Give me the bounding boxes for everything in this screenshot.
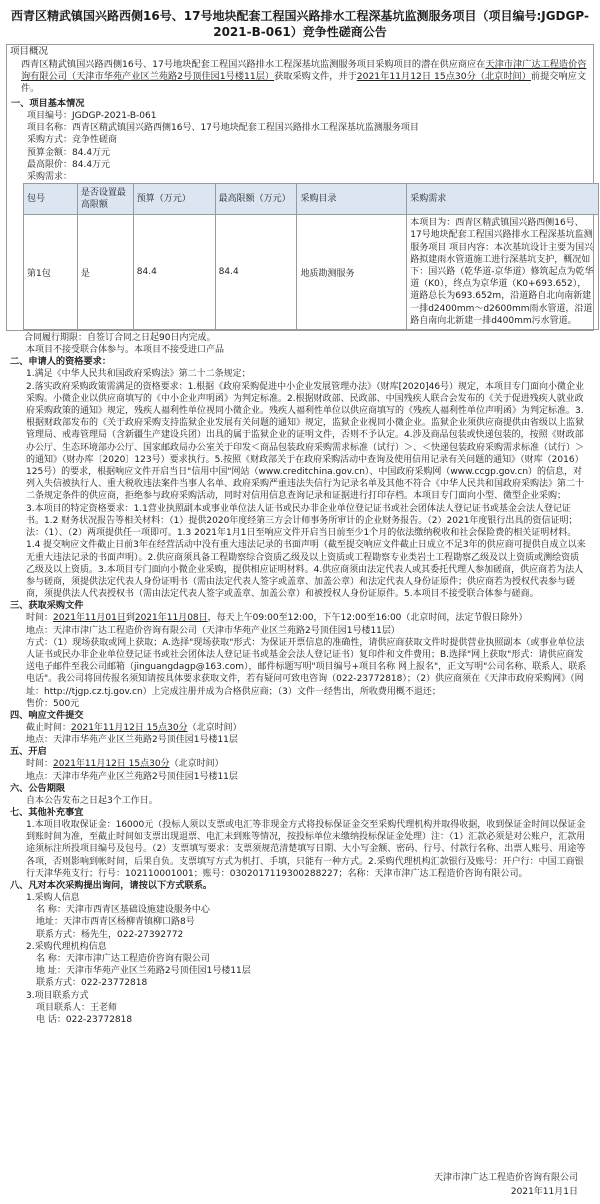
overview-header: 项目概况 bbox=[10, 46, 49, 57]
section5-heading: 五、开启 bbox=[10, 746, 47, 758]
col-requirement: 采购需求 bbox=[407, 184, 599, 215]
requirements-label: 采购需求： bbox=[27, 172, 73, 183]
cell-requirement: 本项目为：西青区精武镇国兴路西侧16号、17号地块配套工程国兴路排水工程深基坑监测服务项目 项目内容：本次基坑设计主要为国兴路拟建雨水管道施工进行深基坑支护，概况如下：国兴路（乾华道-京华道）修筑起点为乾华道（K0），终点为京华道（K0+693.652），道路总长为693.652m，沿道路自北向南新建一排d2400mm～d2600mm雨水管道，沿道路自南向北新建一排d400mm污水管道。 bbox=[407, 215, 599, 330]
page-title: 西青区精武镇国兴路西侧16号、17号地块配套工程国兴路排水工程深基坑监测服务项目（项目编号:JGDGP-2021-B-061）竞争性磋商公告 bbox=[11, 9, 589, 39]
opening-time-label: 时间： bbox=[26, 759, 54, 770]
opening-time-value: 2021年11月12日 15点30分 bbox=[53, 759, 170, 770]
qualification-3: 3.本项目的特定资格要求：1.1营业执照副本或事业单位法人证书或民办非企业单位登记证书或社会团体法人登记证书或基金会法人登记证书。1.2 财务状况报告等相关材料：（1）提供2020年度经第三方会计师事务所审计的企业财务报告。（2）2021年度银行出具的资信证明；法：（1）、（2）两项提供任一项即可。1.3 2021年1月1日至响应文件开启当日前至少1个月的依法缴纳税收和社会保险费的相关证明材料。1.4 提交响应文件截止日前3年在经营活动中没有重大违法记录的书面声明（截至提交响应文件截止日成立不足3年的供应商可提供自成立以来无重大违法记录的书面声明）。2.供应商须具备工程勘察综合资质乙级及以上资质或工程勘察专业类岩土工程勘察乙级及以上资质或测绘资质乙级及以上资质。3.本项目专门面向小微企业采购，提供相应证明材料。4.供应商须由法定代表人或其委托代理人参加磋商，供应商若为法人参与磋商，须提供法定代表人身份证明书（需由法定代表人签字或盖章、加盖公章）和法定代表人身份证原件；供应商若为授权代表参与磋商，须提供法人代表授权书（需由法定代表人签字或盖章、加盖公章）和被授权人身份证原件。5.本项目不接受联合体参与磋商。 bbox=[26, 503, 586, 600]
obtain-price: 售价：500元 bbox=[26, 698, 80, 709]
obtain-time-to: 到 bbox=[125, 613, 135, 624]
project-contact-heading: 3.项目联系方式 bbox=[26, 990, 89, 1001]
obtain-time-rest: ，每天上午09:00至12:00，下午12:00至16:00（北京时间，法定节假日除外） bbox=[207, 613, 528, 624]
col-limit-set: 是否设置最高限额 bbox=[77, 184, 133, 215]
buyer-address: 地址：天津市西青区杨柳青镇柳口路8号 bbox=[36, 917, 195, 928]
obtain-method: 方式：（1）现场获取或网上获取；A.选择"现场获取"形式：为保证开票信息的准确性，请供应商获取文件时提供营业执照副本（或事业单位法人证书或民办非企业单位登记证书或社会团体法人登记证书或基金会法人登记证书）复印件和文件费用；B.选择"网上获取"形式：请供应商发送电子邮件至我公司邮箱（jinguangdagp@163.com），邮件标题写明"项目编号+项目名称 网上报名"，正文写明"公司名称、联系人、联系电话"。我公司将回传报名须知请按具体要求获取文件，若有疑问可致电咨询（022-23772818）；（2）供应商须在《天津市政府采购网》（网址：http://tjgp.cz.tj.gov.cn）上完成注册并成为合格供应商；（3）文件一经售出，所收费用概不退还； bbox=[26, 637, 587, 697]
consortium-note: 本项目不接受联合体参与。本项目不接受进口产品 bbox=[26, 345, 225, 356]
obtain-place: 地点：天津市津广达工程造价咨询有限公司（天津市华苑产业区兰苑路2号顶佳园1号楼11层） bbox=[26, 625, 400, 636]
project-contact-name: 项目联系人：王老师 bbox=[36, 1002, 118, 1013]
contract-period: 合同履行期限：自签订合同之日起90日内完成。 bbox=[24, 333, 216, 344]
cell-budget: 84.4 bbox=[133, 215, 215, 330]
table-row bbox=[24, 215, 599, 330]
max-price: 最高限价：84.4万元 bbox=[27, 159, 111, 170]
cell-limit-set: 是 bbox=[77, 215, 133, 330]
buyer-info-heading: 1.采购人信息 bbox=[26, 892, 80, 903]
cell-max-limit: 84.4 bbox=[215, 215, 297, 330]
section3-heading: 三、获取采购文件 bbox=[10, 600, 84, 612]
obtain-time-label: 时间： bbox=[26, 613, 54, 624]
overview-text-c: 前提交响应文件。 bbox=[21, 71, 587, 94]
buyer-contact: 联系方式：杨先生，022-27392772 bbox=[36, 929, 184, 940]
opening-place: 地点：天津市华苑产业区兰苑路2号顶佳园1号楼11层 bbox=[26, 771, 238, 782]
agent-address: 地 址：天津市华苑产业区兰苑路2号顶佳园1号楼11层 bbox=[36, 966, 251, 977]
agent-name: 名 称：天津市津广达工程造价咨询有限公司 bbox=[36, 953, 210, 964]
notice-period: 自本公告发布之日起3个工作日。 bbox=[26, 795, 158, 806]
project-name: 项目名称：西青区精武镇国兴路西侧16号、17号地块配套工程国兴路排水工程深基坑监测服务项目 bbox=[27, 123, 419, 134]
section2-heading: 二、申请人的资格要求： bbox=[10, 356, 112, 368]
table-header-row bbox=[24, 184, 599, 215]
overview-text-a: 西青区精武镇国兴路西侧16号、17号地块配套工程国兴路排水工程深基坑监测服务项目采购项目的潜在供应商应在 bbox=[21, 59, 486, 70]
agent-contact: 联系方式：022-23772818 bbox=[36, 978, 148, 989]
section8-heading: 八、凡对本次采购提出询问，请按以下方式联系。 bbox=[10, 879, 213, 891]
obtain-time bbox=[6, 612, 594, 624]
submit-place: 地点：天津市华苑产业区兰苑路2号顶佳园1号楼11层 bbox=[26, 735, 238, 746]
col-budget: 预算（万元） bbox=[133, 184, 215, 215]
col-package: 包号 bbox=[24, 184, 78, 215]
supplementary-text: 1.本项目收取保证金：16000元（投标人须以支票或电汇等非现金方式将投标保证金交至采购代理机构并取得收据，收到保证金时间以保证金到账时间为准，至截止时间如支票出现退票、电汇未到账等情况，按投标单位未缴纳投标保证金处理）注：（1）汇款必须是对公账户，汇款用途须标注所投项目编号及包号。（2）支票填写要求：支票须规范清楚填写日期、大小写金额、密码、行号、付款行名称、出票人账号、用途等各项，否则影响到帐时间，后果自负。支票填写方式为机打、手填，只能有一种方式。2.采购代理机构汇款银行及账号：开户行：中国工商银行天津华苑支行；行号：102110001001；账号：0302017119300288227；名称：天津市津广达工程造价咨询有限公司。 bbox=[26, 819, 586, 879]
overview-text bbox=[7, 59, 593, 95]
cell-package: 第1包 bbox=[24, 215, 78, 330]
col-max-limit: 最高限额（万元） bbox=[215, 184, 297, 215]
obtain-time-end: 2021年11月08日 bbox=[134, 613, 208, 624]
budget-amount: 预算金额：84.4万元 bbox=[27, 147, 111, 158]
opening-time-tz: （北京时间） bbox=[169, 759, 224, 770]
project-contact-phone: 电 话：022-23772818 bbox=[36, 1015, 133, 1025]
submit-deadline-value: 2021年11月12日 15点30分 bbox=[71, 722, 188, 733]
section7-heading: 七、其他补充事宜 bbox=[10, 806, 84, 818]
overview-text-b: 获取采购文件，并于 bbox=[274, 71, 357, 82]
qualification-2: 2.落实政府采购政策需满足的资格要求：1.根据《政府采购促进中小企业发展管理办法》（财库[2020]46号）规定，本项目专门面向小微企业采购。小微企业以供应商填写的《中小企业声明函》为判定标准。2.根据财政部、民政部、中国残疾人联合会发布的《关于促进残疾人就业政府采购政策的通知》规定，残疾人福利性单位视同小微企业。残疾人福利性单位以供应商填写的《残疾人福利性单位声明函》为判定标准。3.根据财政部发布的《关于政府采购支持监狱企业发展有关问题的通知》规定，监狱企业视同小微企业。监狱企业须供应商提供由省级以上监狱管理局、戒毒管理局（含新疆生产建设兵团）出具的属于监狱企业的证明文件，否则不予认定。4.涉及商品包装或快递包装的，按照《财政部办公厅、生态环境部办公厅、国家邮政局办公室关于印发＜商品包装政府采购需求标准（试行）＞、＜快递包装政府采购需求标准（试行）＞的通知》（财办库〔2020〕123号）要求执行。5.按照《财政部关于在政府采购活动中查询及使用信用记录有关问题的通知》（财库（2016）125号）的要求，根据响应文件开启当日"信用中国"网站（www.creditchina.gov.cn）、中国政府采购网（www.ccgp.gov.cn）的信息，对列入失信被执行人、重大税收违法案件当事人名单、政府采购严重违法失信行为记录名单及其他不符合《中华人民共和国政府采购法》第二十二条规定条件的供应商，拒绝参与政府采购活动，同时对信用信息查询记录和证据进行打印存档。本项目专门面向小型、微型企业采购； bbox=[26, 381, 585, 502]
qualification-1: 1.满足《中华人民共和国政府采购法》第二十二条规定； bbox=[26, 369, 251, 380]
overview-deadline: 2021年11月12日 15点30分（北京时间） bbox=[356, 71, 531, 82]
obtain-time-start: 2021年11月01日 bbox=[53, 613, 126, 624]
project-code: 项目编号：JGDGP-2021-B-061 bbox=[27, 111, 157, 121]
requirements-table bbox=[23, 183, 599, 330]
opening-time bbox=[6, 758, 594, 770]
submit-deadline-label: 截止时间： bbox=[26, 722, 72, 733]
section4-heading: 四、响应文件提交 bbox=[10, 709, 84, 721]
overview-box bbox=[6, 44, 594, 331]
cell-catalog: 地质勘测服务 bbox=[297, 215, 407, 330]
signature-date: 2021年11月1日 bbox=[510, 1187, 578, 1197]
signature-org: 天津市津广达工程造价咨询有限公司 bbox=[433, 1173, 578, 1183]
section6-heading: 六、公告期限 bbox=[10, 782, 66, 794]
agent-info-heading: 2.采购代理机构信息 bbox=[26, 941, 107, 952]
section1-heading: 一、项目基本情况 bbox=[11, 98, 85, 109]
overview-place: 天津市津广达工程造价咨询有限公司（天津市华苑产业区兰苑路2号顶佳园1号楼11层） bbox=[21, 59, 587, 82]
col-catalog: 采购目录 bbox=[297, 184, 407, 215]
procurement-method: 采购方式：竞争性磋商 bbox=[27, 135, 118, 146]
buyer-name: 名 称：天津市西青区基础设施建设服务中心 bbox=[36, 905, 210, 916]
submit-deadline-tz: （北京时间） bbox=[187, 722, 242, 733]
submit-deadline bbox=[6, 722, 594, 734]
